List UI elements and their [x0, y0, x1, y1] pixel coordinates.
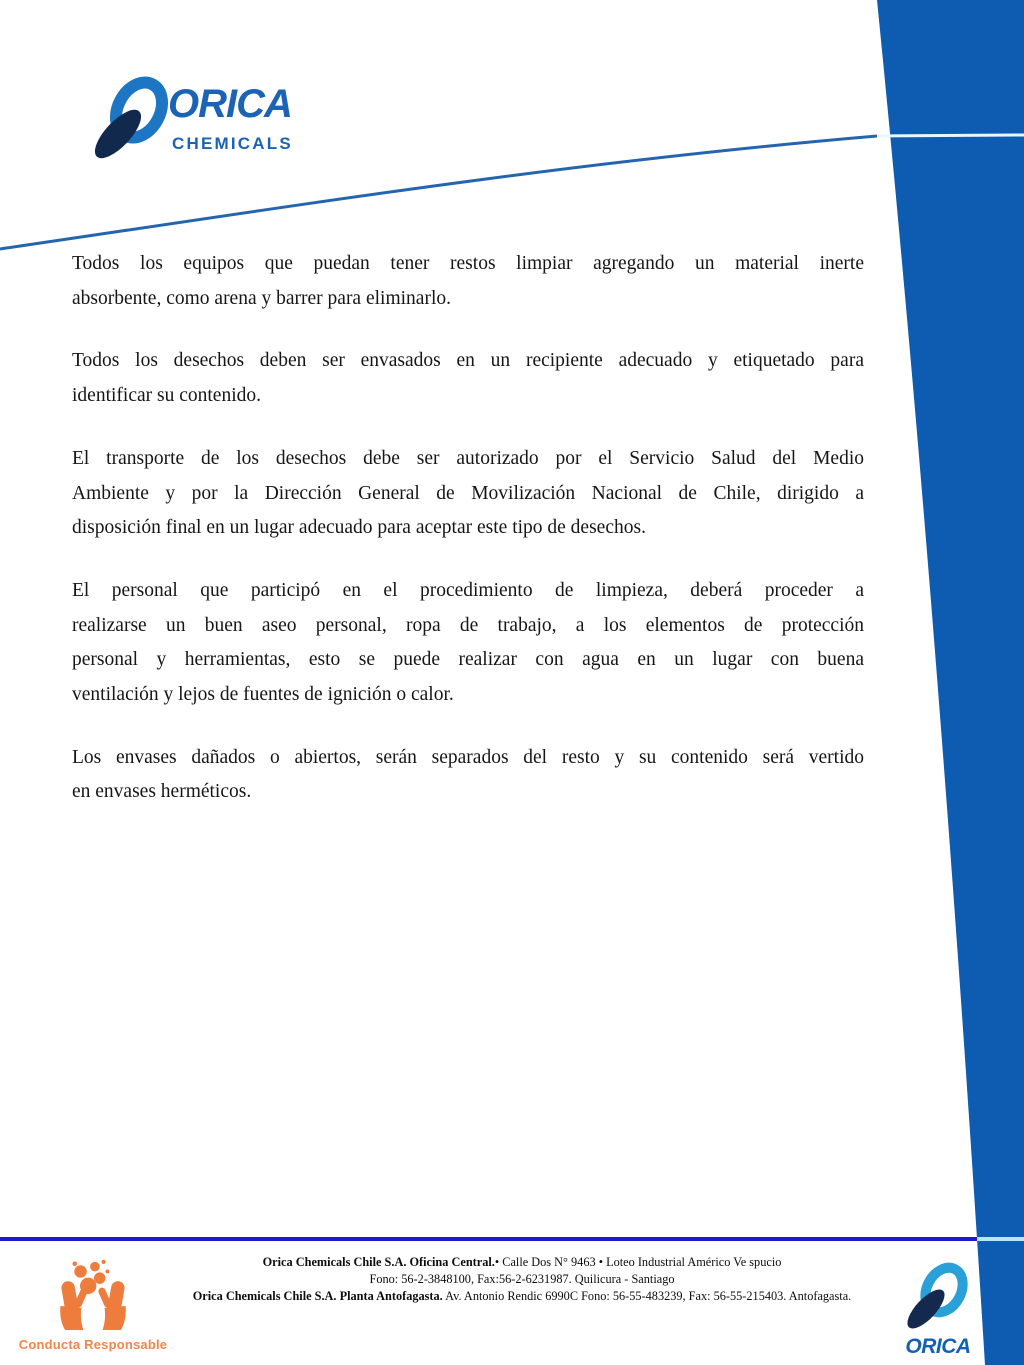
footer-divider-line-light [977, 1237, 1024, 1241]
footer-line-3 [172, 1288, 872, 1305]
document-body [72, 247, 864, 838]
paragraph-line: Todos los desechos deben ser envasados en un recipiente adecuado y etiquetado para [72, 350, 864, 372]
brand-subname: CHEMICALS [172, 134, 293, 153]
footer-office-name: Orica Chemicals Chile S.A. Oficina Central. [262, 1255, 495, 1269]
footer-office-address: • Calle Dos N° 9463 • Loteo Industrial Américo Ve spucio [494, 1255, 782, 1269]
paragraph-line: El personal que participó en el procedimiento de limpieza, deberá proceder a [72, 579, 864, 601]
paragraph-line: disposición final en un lugar adecuado para aceptar este tipo de desechos. [72, 517, 646, 539]
paragraph-line: absorbente, como arena y barrer para eliminarlo. [72, 287, 451, 309]
cupped-hands-molecule-icon [38, 1258, 148, 1330]
paragraph-line: ventilación y lejos de fuentes de ignición o calor. [72, 684, 454, 706]
paragraph-line: realizarse un buen aseo personal, ropa de trabajo, a los elementos de protección [72, 614, 864, 636]
footer-line-2: Fono: 56-2-3848100, Fax:56-2-6231987. Quilicura - Santiago [369, 1272, 675, 1286]
conducta-responsable-label: Conducta Responsable [18, 1337, 168, 1352]
footer-line-1 [172, 1254, 872, 1271]
right-band-shape [877, 0, 1024, 1365]
footer-divider-line [0, 1237, 977, 1241]
orica-swirl-icon-small [905, 1260, 971, 1330]
paragraph-line: El transporte de los desechos debe ser autorizado por el Servicio Salud del Medio [72, 447, 864, 469]
orica-swirl-icon [92, 72, 172, 166]
right-hand [97, 1280, 126, 1330]
orica-footer-logo [896, 1260, 980, 1359]
orica-chemicals-logo [90, 68, 320, 168]
footer-plant-name: Orica Chemicals Chile S.A. Planta Antofagasta. [192, 1289, 443, 1303]
paragraph-line: Todos los equipos que puedan tener restos limpiar agregando un material inerte [72, 253, 864, 274]
paragraph-1 [72, 247, 864, 316]
paragraph-4 [72, 574, 864, 713]
paragraph-line: Los envases dañados o abiertos, serán separados del resto y su contenido será vertido [72, 746, 864, 768]
paragraph-line: en envases herméticos. [72, 781, 252, 803]
footer-address-block [172, 1254, 872, 1305]
paragraph-line: personal y herramientas, esto se puede realizar con agua en un lugar con buena [72, 649, 864, 671]
swoosh-line-light [877, 135, 1024, 136]
footer-plant-address: Av. Antonio Rendic 6990C Fono: 56-55-483239, Fax: 56-55-215403. Antofagasta. [442, 1289, 852, 1303]
paragraph-line: Ambiente y por la Dirección General de Movilización Nacional de Chile, dirigido a [72, 482, 864, 504]
conducta-responsable-logo [18, 1258, 168, 1352]
paragraph-2 [72, 344, 864, 413]
brand-name: ORICA [168, 82, 292, 126]
orica-footer-label: ORICA [905, 1335, 971, 1358]
paragraph-5 [72, 741, 864, 810]
paragraph-3 [72, 442, 864, 546]
paragraph-line: identificar su contenido. [72, 385, 261, 407]
